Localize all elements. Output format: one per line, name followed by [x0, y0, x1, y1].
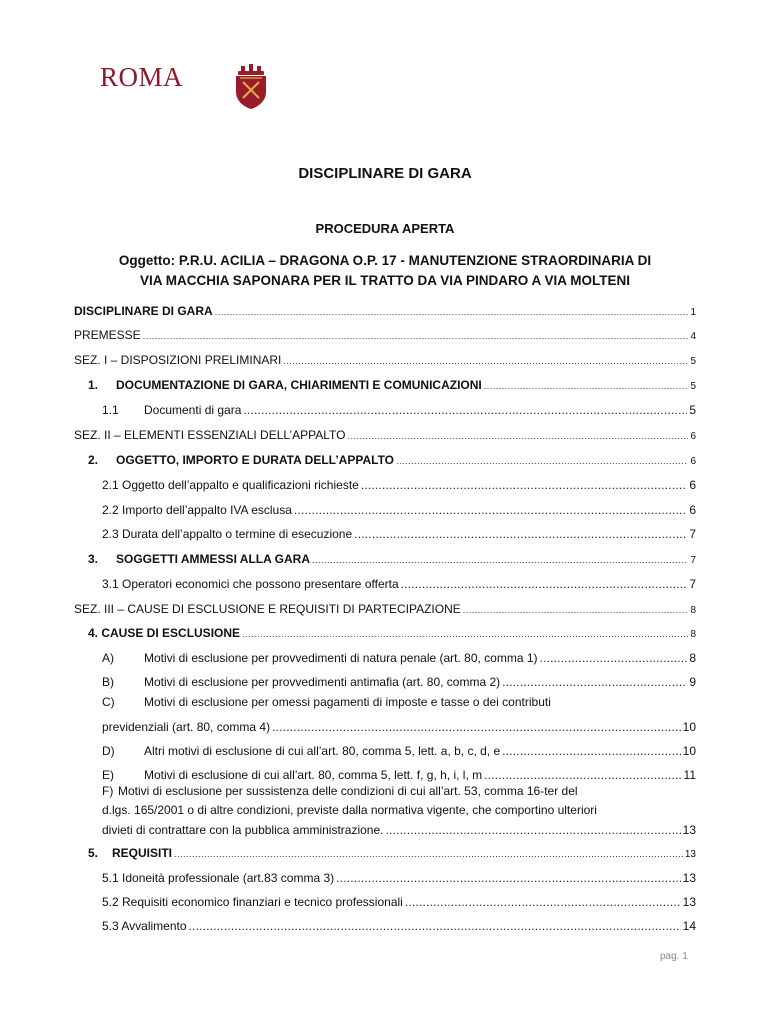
toc-entry-number: A) — [102, 651, 114, 665]
toc-page-number: 8 — [689, 651, 696, 665]
toc-entry-label: SEZ. II – ELEMENTI ESSENZIALI DELL’APPALTO — [74, 428, 346, 442]
toc-entry[interactable] — [74, 651, 696, 665]
subject-heading — [70, 251, 700, 291]
toc-entry-label: PREMESSE — [74, 328, 141, 342]
toc-page-number: 7 — [690, 555, 696, 566]
toc-leader — [502, 675, 687, 689]
toc-entry-label — [74, 403, 241, 417]
toc-page-number: 9 — [689, 675, 696, 689]
toc-leader — [354, 527, 687, 541]
toc-entry[interactable] — [74, 919, 696, 933]
toc-entry[interactable] — [102, 692, 696, 712]
toc-leader — [215, 307, 689, 317]
toc-page-number: 6 — [689, 503, 696, 517]
toc-leader — [347, 431, 688, 441]
toc-entry[interactable] — [74, 626, 696, 640]
subject-line-1: Oggetto: P.R.U. ACILIA – DRAGONA O.P. 17 - MANUTENZIONE STRAORDINARIA DI — [118, 253, 652, 268]
toc-entry-label: 2.1 Oggetto dell’appalto e qualificazioni richieste — [102, 478, 359, 492]
toc-entry[interactable] — [74, 768, 696, 782]
toc-entry[interactable] — [74, 478, 696, 492]
toc-leader — [312, 555, 688, 565]
toc-entry-text: Motivi di esclusione per omessi pagamenti di imposte e tasse o dei contributi — [144, 695, 551, 709]
toc-leader — [361, 478, 687, 492]
toc-leader — [243, 403, 687, 417]
logo-text: ROMA — [100, 62, 184, 92]
toc-entry[interactable] — [74, 378, 696, 392]
toc-entry-number: 1. — [88, 378, 99, 392]
toc-leader — [484, 381, 689, 391]
toc-entry-text: Motivi di esclusione per provvedimenti di natura penale (art. 80, comma 1) — [144, 651, 538, 665]
toc-entry-text: SOGGETTI AMMESSI ALLA GARA — [116, 552, 310, 566]
toc-page-number: 10 — [682, 720, 696, 734]
toc-entry-label — [74, 744, 500, 758]
toc-entry-continuation[interactable] — [102, 823, 696, 837]
toc-entry[interactable] — [74, 353, 696, 367]
toc-entry-number: F) — [102, 784, 114, 798]
toc-entry-label: 5.3 Avvalimento — [102, 919, 187, 933]
toc-entry[interactable] — [74, 428, 696, 442]
toc-leader — [463, 605, 689, 615]
toc-page-number: 11 — [683, 768, 696, 782]
toc-entry-label — [74, 651, 538, 665]
toc-entry-number: 1.1 — [102, 403, 119, 417]
toc-page-number: 6 — [690, 456, 696, 467]
toc-page-number: 6 — [690, 431, 696, 442]
toc-entry-label: SEZ. III – CAUSE DI ESCLUSIONE E REQUISITI DI PARTECIPAZIONE — [74, 602, 461, 616]
toc-page-number: 13 — [684, 849, 696, 860]
toc-leader — [242, 629, 688, 639]
toc-entry-label: divieti di contrattare con la pubblica amministrazione. — [102, 823, 384, 837]
toc-page-number: 8 — [690, 629, 696, 640]
toc-entry[interactable] — [74, 675, 696, 689]
toc-entry-number: D) — [102, 744, 115, 758]
toc-entry-text: REQUISITI — [112, 846, 173, 860]
toc-page-number: 7 — [689, 527, 696, 541]
roma-logo — [100, 62, 183, 93]
toc-entry-label — [74, 378, 482, 392]
toc-leader — [189, 919, 681, 933]
toc-leader — [174, 849, 683, 859]
toc-entry-line — [102, 692, 696, 712]
toc-entry-number: C) — [102, 695, 115, 709]
toc-entry-number: B) — [102, 675, 114, 689]
toc-entry-label — [74, 768, 482, 782]
toc-entry[interactable] — [74, 328, 696, 342]
toc-entry[interactable] — [74, 503, 696, 517]
toc-page-number: 1 — [690, 307, 696, 318]
toc-entry-label: 2.2 Importo dell’appalto IVA esclusa — [102, 503, 292, 517]
toc-page-number: 5 — [689, 403, 696, 417]
toc-page-number: 5 — [690, 356, 696, 367]
toc-entry-label — [74, 675, 500, 689]
toc-leader — [502, 744, 680, 758]
toc-entry-label: SEZ. I – DISPOSIZIONI PRELIMINARI — [74, 353, 282, 367]
toc-leader — [540, 651, 688, 665]
toc-entry-text: Altri motivi di esclusione di cui all’art. 80, comma 5, lett. a, b, c, d, e — [144, 744, 501, 758]
toc-entry[interactable] — [74, 403, 696, 417]
toc-entry[interactable] — [74, 895, 696, 909]
toc-entry[interactable] — [102, 782, 696, 820]
toc-entry[interactable] — [74, 304, 696, 318]
toc-page-number: 7 — [689, 577, 696, 591]
toc-entry-number: E) — [102, 768, 114, 782]
toc-entry-line: d.lgs. 165/2001 o di altre condizioni, previste dalla normativa vigente, che comportino ulteriori — [102, 803, 597, 817]
toc-page-number: 4 — [690, 331, 696, 342]
toc-entry-label — [74, 453, 394, 467]
toc-entry[interactable] — [74, 527, 696, 541]
toc-entry-label: previdenziali (art. 80, comma 4) — [102, 720, 271, 734]
roma-crest-icon — [232, 64, 270, 110]
document-title: DISCIPLINARE DI GARA — [298, 165, 472, 182]
toc-page-number: 14 — [682, 919, 696, 933]
toc-leader — [401, 577, 688, 591]
toc-leader — [294, 503, 687, 517]
toc-entry-label — [74, 846, 172, 860]
toc-entry[interactable] — [74, 552, 696, 566]
toc-page-number: 13 — [682, 895, 696, 909]
toc-leader — [283, 356, 688, 366]
toc-entry-label: 5.1 Idoneità professionale (art.83 comma 3) — [102, 871, 335, 885]
toc-entry[interactable] — [74, 846, 696, 860]
toc-entry-label: DISCIPLINARE DI GARA — [74, 304, 213, 318]
procedure-type: PROCEDURA APERTA — [315, 221, 455, 236]
toc-entry[interactable] — [74, 744, 696, 758]
toc-leader — [143, 331, 689, 341]
toc-entry-line — [102, 782, 696, 801]
toc-entry-text: DOCUMENTAZIONE DI GARA, CHIARIMENTI E COMUNICAZIONI — [116, 378, 482, 392]
toc-leader — [272, 720, 681, 734]
toc-page-number: 6 — [689, 478, 696, 492]
subject-line-2: VIA MACCHIA SAPONARA PER IL TRATTO DA VIA PINDARO A VIA MOLTENI — [139, 273, 630, 288]
page-number-footer: pag. 1 — [660, 951, 688, 962]
toc-entry-text: OGGETTO, IMPORTO E DURATA DELL’APPALTO — [116, 453, 395, 467]
toc-entry-continuation[interactable] — [102, 720, 696, 734]
toc-leader — [396, 456, 688, 466]
toc-entry-text: Motivi di esclusione per provvedimenti antimafia (art. 80, comma 2) — [144, 675, 501, 689]
toc-entry-label: 5.2 Requisiti economico finanziari e tecnico professionali — [102, 895, 403, 909]
toc-entry-text: Motivi di esclusione per sussistenza delle condizioni di cui all’art. 53, comma 16-ter del — [118, 784, 578, 798]
toc-page-number: 13 — [682, 823, 696, 837]
toc-page-number: 13 — [682, 871, 696, 885]
toc-entry-number: 5. — [88, 846, 99, 860]
toc-leader — [385, 823, 680, 837]
toc-entry-number: 3. — [88, 552, 99, 566]
toc-page-number: 10 — [682, 744, 696, 758]
toc-entry-text: Motivi di esclusione di cui all’art. 80, comma 5, lett. f, g, h, i, l, m — [144, 768, 483, 782]
toc-page-number: 8 — [690, 605, 696, 616]
toc-entry-label: 3.1 Operatori economici che possono presentare offerta — [102, 577, 399, 591]
toc-leader — [336, 871, 681, 885]
toc-entry-text: Documenti di gara — [144, 403, 242, 417]
toc-leader — [484, 768, 681, 782]
toc-entry[interactable] — [74, 577, 696, 591]
toc-entry-label — [74, 552, 310, 566]
toc-entry-label: 4. CAUSE DI ESCLUSIONE — [88, 626, 241, 640]
toc-entry[interactable] — [74, 602, 696, 616]
toc-entry[interactable] — [74, 871, 696, 885]
toc-entry-number: 2. — [88, 453, 99, 467]
toc-entry[interactable] — [74, 453, 696, 467]
toc-page-number: 5 — [690, 381, 696, 392]
toc-entry-label: 2.3 Durata dell’appalto o termine di esecuzione — [102, 527, 353, 541]
toc-leader — [405, 895, 681, 909]
